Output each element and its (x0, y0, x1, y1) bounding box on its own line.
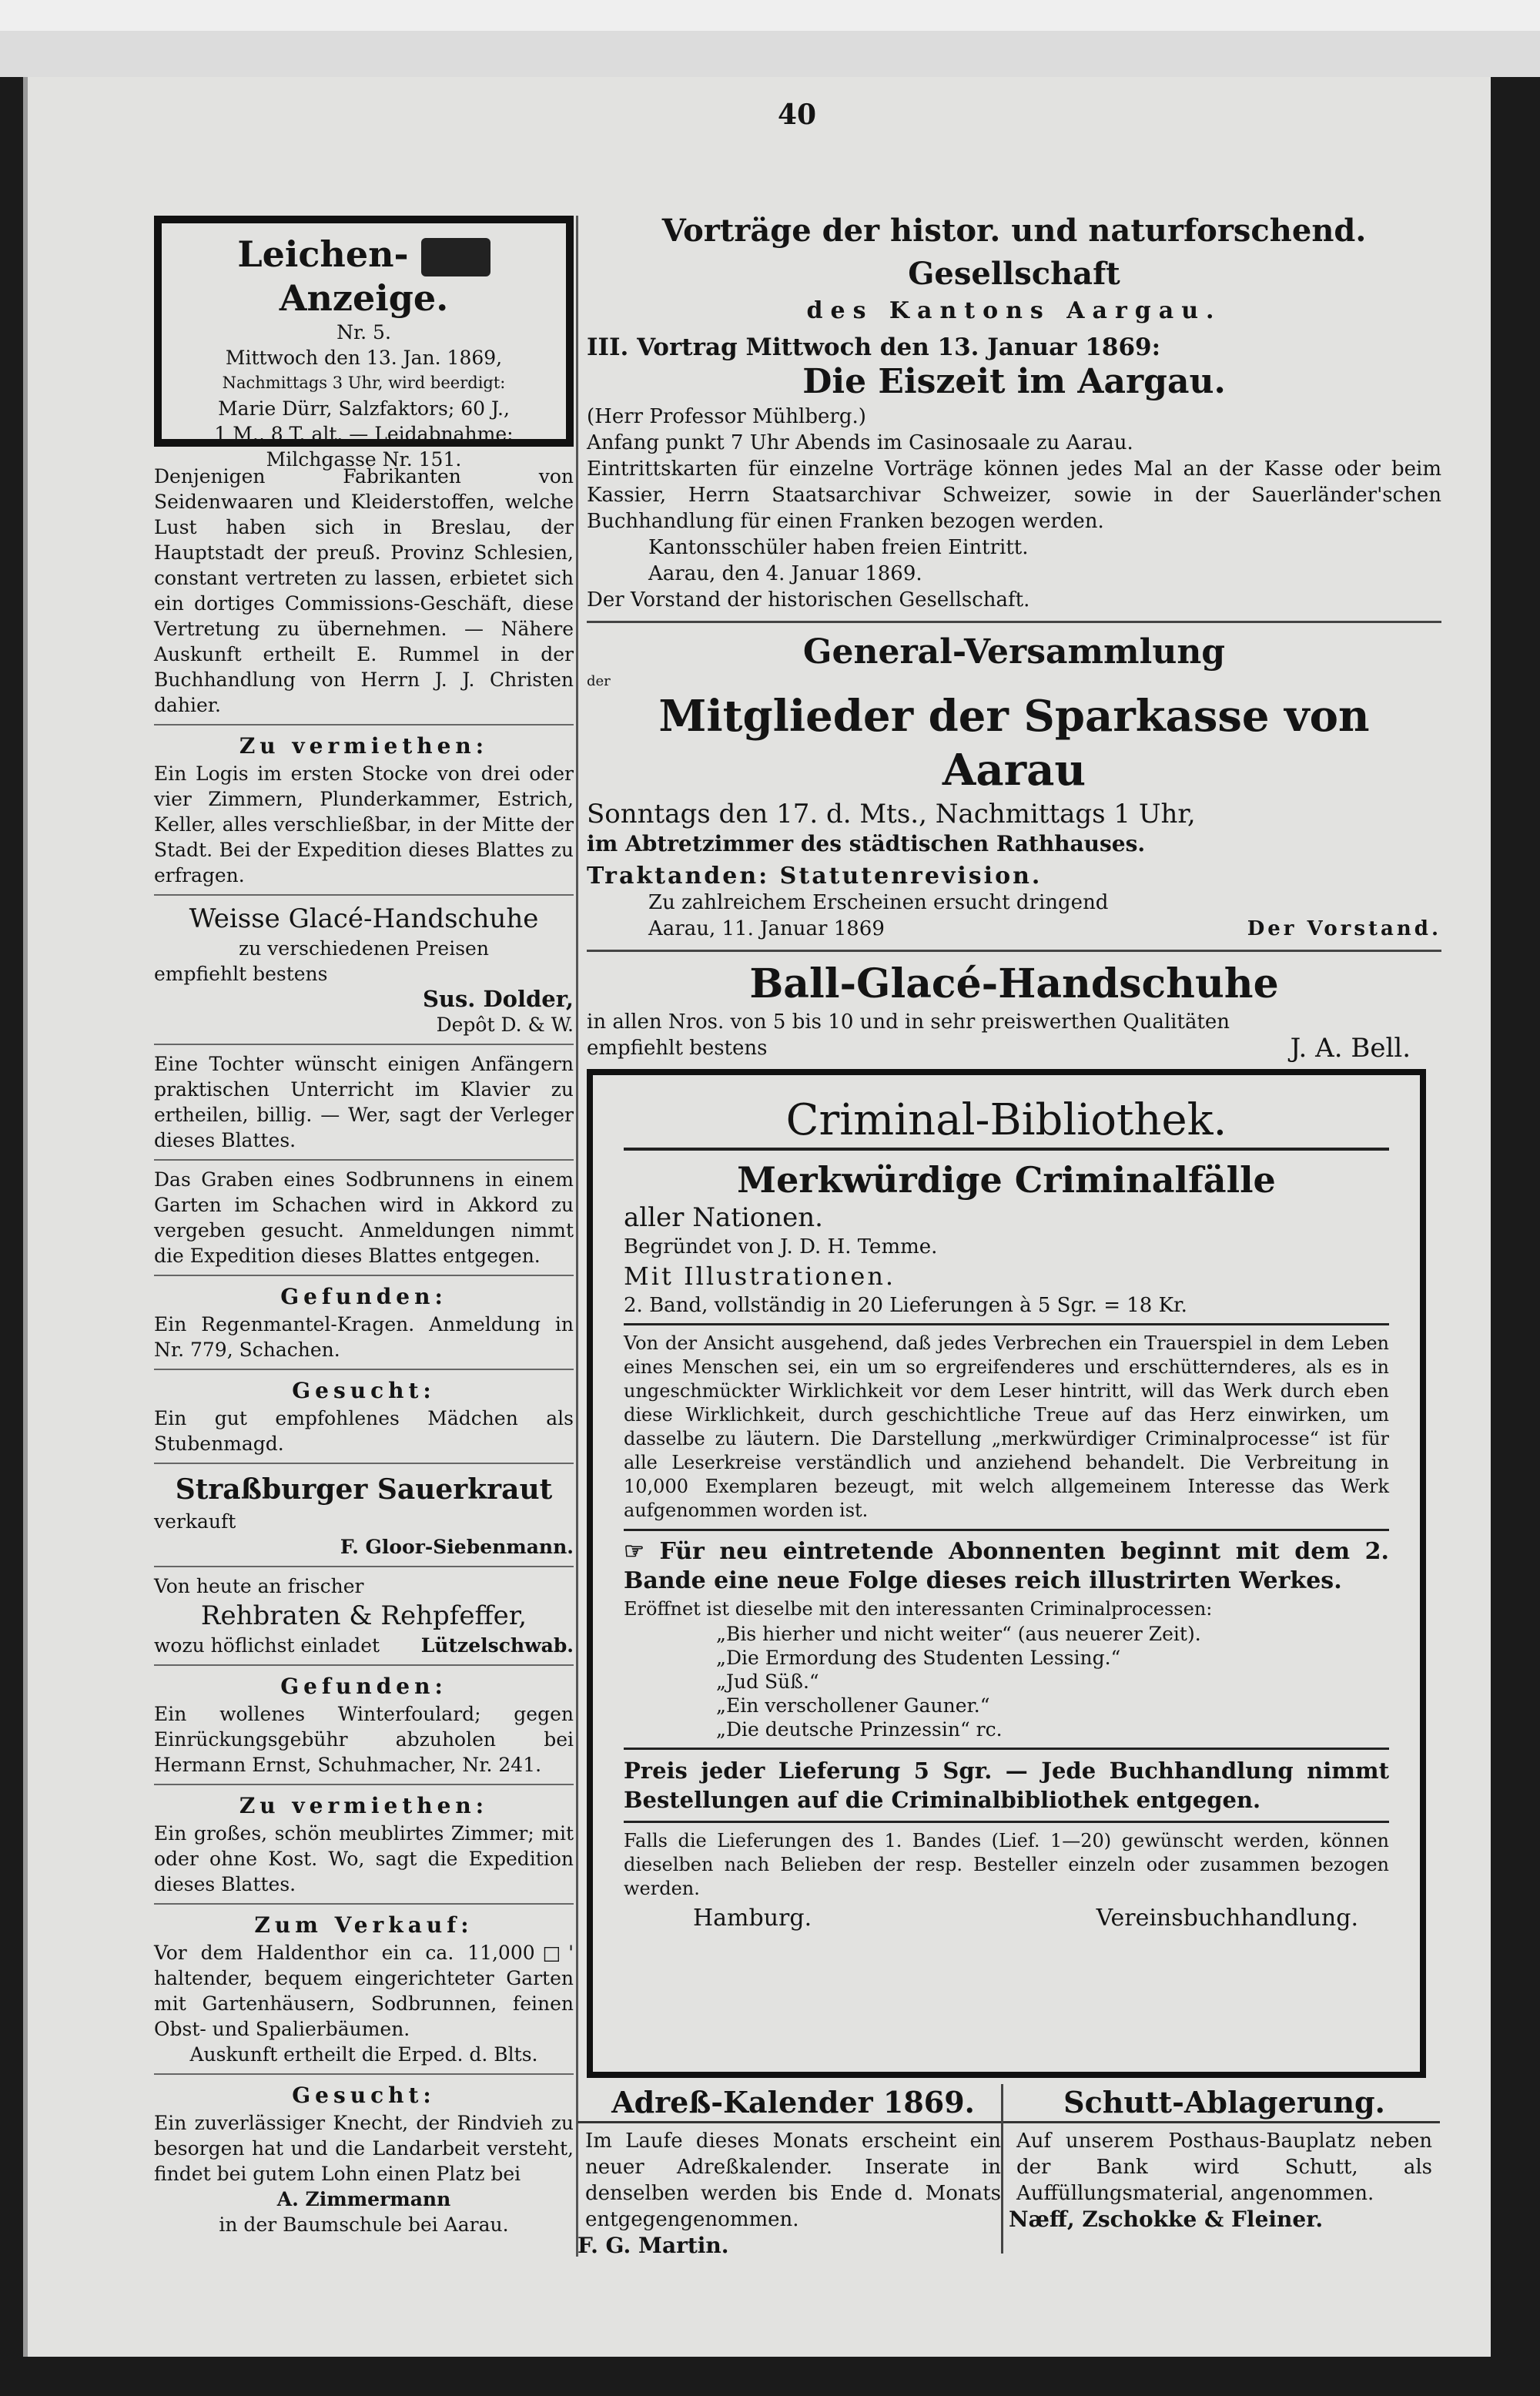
ad-gefunden-2 (154, 1666, 574, 1785)
general-assembly-notice (587, 631, 1441, 942)
verkauf-auskunft: Auskunft ertheilt die Erped. d. Blts. (189, 2043, 538, 2066)
gesucht1-head: Gesucht: (292, 1378, 436, 1403)
rehbraten-intro: Von heute an frischer (154, 1575, 364, 1597)
glace-depot: Depôt D. & W. (436, 1014, 574, 1036)
top-shadow (0, 31, 1540, 77)
schutt-name: Næff, Zschokke & Fleiner. (1009, 2207, 1324, 2232)
sauerkraut-verkauft: verkauft (154, 1510, 236, 1533)
ball-empfiehlt: empfiehlt bestens (587, 1037, 768, 1060)
gesucht2-text: Ein zuverlässiger Knecht, der Rindvieh zu besorgen hat und die Landarbeit versteht, findet bei gutem Lohn einen Platz bei (154, 2112, 574, 2185)
ad-verkauf (154, 1905, 574, 2075)
lecture-students: Kantonsschüler haben freien Eintritt. (648, 536, 1029, 559)
gv-place: im Abtretzimmer des städtischen Rathhauses. (587, 831, 1146, 856)
gv-place-date: Aarau, 11. Januar 1869 (648, 917, 885, 940)
ad-glace (154, 896, 574, 1045)
ball-title: Ball-Glacé-Handschuhe (749, 960, 1279, 1007)
crim-city: Hamburg. (693, 1905, 812, 1932)
crim-founder: Begründet von J. D. H. Temme. (624, 1235, 938, 1258)
rehbraten-name: Lützelschwab. (420, 1634, 574, 1657)
crim-item: „Jud Süß.“ (716, 1670, 819, 1693)
lecture-speaker: (Herr Professor Mühlberg.) (587, 405, 866, 428)
gesucht2-location: in der Baumschule bei Aarau. (219, 2213, 509, 2236)
sauerkraut-name: F. Gloor-Siebenmann. (340, 1536, 574, 1558)
gv-traktanden: Traktanden: Statutenrevision. (587, 863, 1043, 890)
glace-name: Sus. Dolder, (422, 986, 574, 1012)
ad-sauerkraut (154, 1464, 574, 1567)
crim-abo-line: Eröffnet ist dieselbe mit den interessanten Criminalprocessen: (624, 1598, 1213, 1620)
gefunden1-head: Gefunden: (280, 1284, 447, 1309)
crim-item: „Die deutsche Prinzessin“ rc. (716, 1718, 1003, 1741)
ad-rehbraten (154, 1567, 574, 1666)
crim-illustrations: Mit Illustrationen. (624, 1262, 896, 1291)
crim-price: Preis jeder Lieferung 5 Sgr. — Jede Buchhandlung nimmt Bestellungen auf die Criminalbibliothek entgegen. (624, 1748, 1389, 1823)
ad-gesucht-2 (154, 2075, 574, 2244)
gesucht2-name: A. Zimmermann (276, 2188, 451, 2210)
gv-erscheinen: Zu zahlreichem Erscheinen ersucht dringend (648, 891, 1109, 914)
crim-item: „Die Ermordung des Studenten Lessing.“ (716, 1647, 1121, 1669)
gv-date: Sonntags den 17. d. Mts., Nachmittags 1 Uhr, (587, 799, 1196, 829)
crim-items (624, 1622, 1389, 1741)
gesucht1-text: Ein gut empfohlenes Mädchen als Stubenmagd. (154, 1407, 574, 1455)
gv-signature: Der Vorstand. (1247, 917, 1441, 940)
obituary-title (174, 233, 554, 320)
schutt-text: Auf unserem Posthaus-Bauplatz neben der Bank wird Schutt, als Auffüllungsmaterial, angenommen. (1016, 2130, 1432, 2205)
page-number: 40 (778, 99, 817, 131)
lecture-place-date: Aarau, den 4. Januar 1869. (648, 562, 922, 585)
obituary-notice (154, 216, 574, 471)
rehbraten-line-row (154, 1633, 574, 1658)
vermiethen2-text: Ein großes, schön meublirtes Zimmer; mit oder ohne Kost. Wo, sagt die Expedition dieses Blattes. (154, 1822, 574, 1895)
crim-nations: aller Nationen. (624, 1202, 823, 1233)
gv-der: der (587, 673, 611, 689)
crim-item: „Bis hierher und nicht weiter“ (aus neuerer Zeit). (716, 1623, 1201, 1645)
gefunden1-text: Ein Regenmantel-Kragen. Anmeldung in Nr. 779, Schachen. (154, 1313, 574, 1361)
lecture-signature: Der Vorstand der historischen Gesellschaft. (587, 588, 1030, 612)
right-column (587, 209, 1441, 1064)
ad-gefunden-1 (154, 1276, 574, 1370)
lecture-text: Eintrittskarten für einzelne Vorträge können jedes Mal an der Kasse oder beim Kassier, Herrn Staatsarchivar Schweizer, sowie in der Sauerländer'schen Buchhandlung für einen Franken bezogen werden. (587, 457, 1441, 533)
ball-sign-row (587, 1033, 1441, 1064)
tochter-text: Eine Tochter wünscht einigen Anfängern praktischen Unterricht im Klavier zu ertheilen, billig. — Wer, sagt der Verleger dieses Blattes. (154, 1053, 574, 1151)
crim-item: „Ein verschollener Gauner.“ (716, 1694, 990, 1717)
gesucht2-head: Gesucht: (292, 2083, 436, 2108)
crim-band: 2. Band, vollständig in 20 Lieferungen à 5 Sgr. = 18 Kr. (624, 1292, 1389, 1325)
lecture-date-line: III. Vortrag Mittwoch den 13. Januar 1869: (587, 333, 1161, 361)
ball-name: J. A. Bell. (1290, 1033, 1411, 1064)
crim-title: Criminal-Bibliothek. (624, 1094, 1389, 1151)
glace-title: Weisse Glacé-Handschuhe (189, 903, 539, 934)
obituary-line5: Milchgasse Nr. 151. (266, 448, 462, 471)
obituary-line2: Nachmittags 3 Uhr, wird beerdigt: (222, 374, 506, 392)
adress-text: Im Laufe dieses Monats erscheint ein neuer Adreßkalender. Inserate in denselben werden bis Ende d. Monats entgegengenommen. (585, 2130, 1001, 2231)
adress-kalender-ad (578, 2084, 1009, 2259)
obituary-line3: Marie Dürr, Salzfaktors; 60 J., (218, 397, 510, 420)
crim-description: Von der Ansicht ausgehend, daß jedes Verbrechen ein Trauerspiel in dem Leben eines Menschen sei, ein um so ergreifenderes und erschütternderes, als es in ungeschmückter Wirklichkeit vor dem Leser hintritt, will das Werk durch eben diese Wirklichkeit, durch geschichtliche Treue auf das Herz einwirken, um dasselbe zu läutern. Die Darstellung „merkwürdiger Criminalprocesse“ ist für alle Leserkreise verständlich und anziehend behandelt. Die Verbreitung in 10,000 Exemplaren bezeugt, mit welch allgemeinem Interesse das Werk aufgenommen worden ist. (624, 1332, 1389, 1531)
bottom-divider (1001, 2084, 1003, 2254)
ad-fabrikanten (154, 457, 574, 726)
verkauf-text: Vor dem Haldenthor ein ca. 11,000□' haltender, bequem eingerichteter Garten mit Gartenhäusern, Sodbrunnen, feinen Obst- und Spalierbäumen. (154, 1942, 574, 2040)
gv-title: General-Versammlung (802, 632, 1226, 672)
obituary-title-right: Anzeige. (279, 277, 449, 319)
crim-subtitle: Merkwürdige Criminalfälle (737, 1159, 1276, 1201)
lecture-topic: Die Eiszeit im Aargau. (802, 362, 1226, 401)
verkauf-head: Zum Verkauf: (254, 1912, 474, 1938)
lecture-notice (587, 209, 1441, 613)
ad-gesucht-1 (154, 1370, 574, 1464)
left-column (154, 216, 574, 2244)
gv-main-title: Mitglieder der Sparkasse von Aarau (658, 691, 1370, 796)
schutt-title: Schutt-Ablagerung. (1009, 2084, 1440, 2123)
ad-graben (154, 1161, 574, 1276)
crim-falls: Falls die Lieferungen des 1. Bandes (Lief. 1—20) gewünscht werden, können dieselben nach Belieben der resp. Besteller einzeln oder zusammen bezogen werden. (624, 1830, 1389, 1899)
divider (587, 621, 1441, 623)
crim-abo-row (624, 1537, 1389, 1596)
crim-abo: Für neu eintretende Abonnenten beginnt mit dem 2. Bande eine neue Folge dieses reich illustrirten Werkes. (624, 1538, 1389, 1594)
adress-title: Adreß-Kalender 1869. (578, 2084, 1009, 2123)
rehbraten-line: wozu höflichst einladet (154, 1634, 380, 1657)
coffin-icon (421, 238, 490, 276)
obituary-line1: Mittwoch den 13. Jan. 1869, (225, 347, 503, 369)
pointing-hand-icon: ☞ (624, 1538, 660, 1565)
crim-sign-row (624, 1905, 1389, 1932)
ad-vermiethen-2 (154, 1785, 574, 1905)
schutt-ad (1009, 2084, 1440, 2233)
glace-line1: zu verschiedenen Preisen (239, 937, 489, 960)
gefunden2-head: Gefunden: (280, 1674, 447, 1699)
divider (587, 950, 1441, 952)
top-margin (0, 0, 1540, 31)
ball-gloves-ad (587, 960, 1441, 1064)
vermiethen2-head: Zu vermiethen: (239, 1793, 489, 1818)
lecture-title: Vorträge der histor. und naturforschend. Gesellschaft (661, 213, 1367, 292)
graben-text: Das Graben eines Sodbrunnens in einem Garten im Schachen wird in Akkord zu vergeben gesucht. Anmeldungen nimmt die Expedition dieses Blattes entgegen. (154, 1168, 574, 1267)
obituary-line4: 1 M., 8 T. alt. — Leidabnahme: (214, 423, 514, 445)
column-divider (576, 216, 578, 2257)
gefunden2-text: Ein wollenes Winterfoulard; gegen Einrückungsgebühr abzuholen bei Hermann Ernst, Schuhmacher, Nr. 241. (154, 1703, 574, 1776)
gv-sign-row (587, 916, 1441, 942)
vermiethen1-head: Zu vermiethen: (239, 733, 489, 759)
ad-tochter (154, 1045, 574, 1161)
lecture-time: Anfang punkt 7 Uhr Abends im Casinosaale zu Aarau. (587, 431, 1133, 454)
obituary-number: Nr. 5. (336, 321, 391, 343)
ad-vermiethen-1 (154, 726, 574, 896)
glace-line2: empfiehlt bestens (154, 963, 328, 985)
obituary-title-left: Leichen- (237, 233, 409, 275)
vermiethen1-text: Ein Logis im ersten Stocke von drei oder vier Zimmern, Plunderkammer, Estrich, Keller, alles verschließbar, in der Mitte der Stadt. Bei der Expedition dieses Blattes zu erfragen. (154, 762, 574, 886)
rehbraten-title: Rehbraten & Rehpfeffer, (200, 1600, 527, 1631)
ad-fabrikanten-text: Denjenigen Fabrikanten von Seidenwaaren und Kleiderstoffen, welche Lust haben sich in Breslau, der Hauptstadt der preuß. Provinz Schlesien, constant vertreten zu lassen, erbietet sich ein dortiges Commissions-Geschäft, diese Vertretung zu übernehmen. — Nähere Auskunft ertheilt E. Rummel in der Buchhandlung von Herrn J. J. Christen dahier. (154, 465, 574, 716)
lecture-subtitle: des Kantons Aargau. (806, 297, 1222, 324)
adress-name: F. G. Martin. (578, 2233, 729, 2258)
ball-text: in allen Nros. von 5 bis 10 und in sehr preiswerthen Qualitäten (587, 1010, 1230, 1034)
sauerkraut-title: Straßburger Sauerkraut (175, 1473, 553, 1506)
criminal-library-ad (587, 1069, 1426, 2078)
crim-publisher: Vereinsbuchhandlung. (1096, 1905, 1358, 1932)
